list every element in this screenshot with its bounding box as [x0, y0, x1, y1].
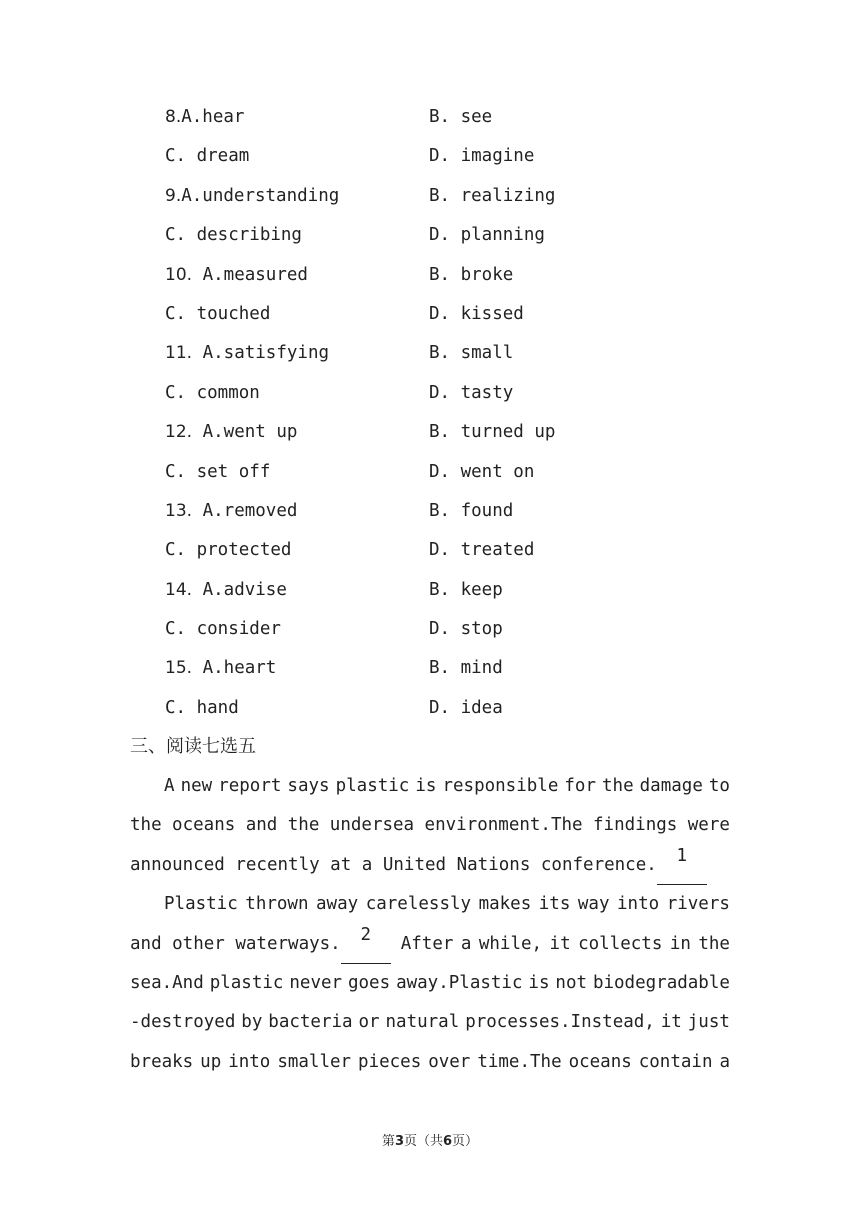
option-text: C. consider: [165, 619, 281, 640]
passage-word: breaks: [130, 1051, 194, 1072]
option-row: [165, 689, 765, 728]
passage-word: findings: [593, 815, 678, 836]
passage-word: natural: [385, 1012, 460, 1033]
option-row: [165, 453, 765, 492]
question-number: 8.: [165, 107, 182, 127]
passage-word: up: [200, 1051, 222, 1072]
option-row: [165, 571, 765, 610]
question-number: 10.: [165, 264, 193, 285]
option-text: A.went up: [192, 422, 298, 443]
option-text: C. set off: [165, 461, 271, 482]
option-text: B. broke: [429, 264, 514, 285]
option-text: D. kissed: [429, 303, 524, 324]
option-text: A.heart: [192, 658, 277, 679]
option-text: B. small: [429, 343, 514, 364]
passage-word: in: [669, 933, 691, 954]
passage-word: contain: [638, 1051, 713, 1072]
passage-word: makes: [478, 894, 532, 915]
passage-word: damage: [639, 776, 703, 796]
option-text: D. stop: [429, 619, 503, 640]
passage-word: goes: [347, 972, 391, 993]
option-row: [165, 334, 765, 373]
option-text: A.advise: [192, 579, 287, 600]
answer-options: [165, 98, 765, 728]
passage-word: is: [415, 776, 437, 796]
blank-2: 2: [341, 925, 391, 964]
passage-word: -destroyed: [130, 1012, 236, 1033]
option-row: [165, 137, 765, 176]
passage-line: [130, 767, 730, 806]
passage-word: not: [555, 972, 588, 993]
passage-line: [130, 964, 730, 1003]
passage-word: for: [564, 776, 596, 796]
option-text: C. hand: [165, 697, 239, 718]
question-number: 11.: [165, 343, 193, 364]
option-text: A.removed: [192, 500, 298, 521]
option-row: [165, 374, 765, 413]
passage-text: and other waterways.: [130, 933, 341, 954]
passage-word: pieces: [358, 1051, 422, 1072]
option-text: D. planning: [429, 225, 545, 246]
option-row: [165, 531, 765, 570]
option-row: [165, 610, 765, 649]
passage-word: and: [245, 815, 278, 836]
passage-word: while,: [478, 933, 543, 954]
question-number: 13.: [165, 500, 193, 521]
question-number: 9.: [165, 185, 182, 206]
passage-line: [130, 846, 730, 885]
option-text: A.hear: [181, 107, 245, 127]
passage-word: never: [289, 972, 343, 993]
passage-word: its: [538, 894, 571, 915]
section-title: 三、阅读七选五: [130, 736, 256, 757]
option-row: [165, 216, 765, 255]
option-text: C. common: [165, 382, 260, 403]
passage-word: just: [687, 1012, 730, 1033]
passage-word: oceans: [172, 815, 236, 836]
passage-word: into: [617, 894, 660, 915]
passage-word: processes.Instead,: [465, 1012, 655, 1033]
option-text: A.measured: [192, 264, 308, 285]
passage-word: by: [241, 1012, 263, 1033]
passage-word: is: [528, 972, 550, 993]
passage-word: environment.The: [424, 815, 583, 836]
option-row: [165, 492, 765, 531]
option-text: B. see: [429, 107, 493, 127]
option-row: [165, 177, 765, 216]
passage-word: the: [130, 815, 162, 836]
blank-1: 1: [657, 846, 707, 885]
passage-word: responsible: [442, 776, 559, 796]
passage-word: away.Plastic: [396, 972, 523, 993]
option-text: B. keep: [429, 579, 503, 600]
option-text: D. idea: [429, 697, 503, 718]
option-text: B. realizing: [429, 185, 556, 206]
option-text: B. turned up: [429, 422, 556, 443]
passage-word: were: [687, 815, 730, 836]
passage-word: the: [602, 776, 634, 796]
option-text: A.satisfying: [192, 343, 330, 364]
passage-line: [130, 1043, 730, 1082]
option-text: C. touched: [165, 303, 271, 324]
option-text: D. treated: [429, 540, 535, 561]
passage-word: plastic: [335, 776, 410, 796]
passage-word: over: [428, 1051, 471, 1072]
current-page: 3: [394, 1134, 404, 1149]
passage-word: biodegradable: [592, 972, 730, 993]
option-text: B. found: [429, 500, 514, 521]
passage-word: new: [180, 776, 213, 796]
option-text: A.understanding: [181, 185, 340, 206]
passage-word: carelessly: [365, 894, 472, 915]
passage-word: bacteria: [268, 1012, 353, 1033]
passage-word: smaller: [277, 1051, 352, 1072]
option-row: [165, 649, 765, 688]
option-text: C. protected: [165, 540, 292, 561]
option-row: [165, 256, 765, 295]
passage-line: [130, 925, 730, 964]
passage-line: [130, 885, 730, 924]
option-text: B. mind: [429, 658, 503, 679]
passage-word: it: [549, 933, 571, 954]
passage-word: says: [287, 776, 330, 796]
passage-word: a: [719, 1051, 730, 1072]
passage-word: thrown: [245, 894, 309, 915]
passage-word: rivers: [666, 894, 730, 915]
passage-word: oceans: [568, 1051, 632, 1072]
passage-word: it: [660, 1012, 682, 1033]
passage-word: collects: [578, 933, 663, 954]
passage-word: into: [228, 1051, 271, 1072]
passage-word: After: [400, 933, 454, 954]
passage-word: sea.And: [130, 972, 204, 993]
passage-word: or: [358, 1012, 380, 1033]
total-pages: 6: [443, 1134, 453, 1149]
page-footer: 第3页（共6页）: [381, 1134, 479, 1149]
option-text: C. dream: [165, 146, 250, 167]
passage-word: way: [577, 894, 610, 915]
option-text: D. tasty: [429, 382, 514, 403]
passage-line: [130, 1003, 730, 1042]
reading-passage: [130, 767, 730, 1082]
passage-word: undersea: [329, 815, 415, 836]
option-row: [165, 98, 765, 137]
passage-word: plastic: [209, 972, 284, 993]
question-number: 15.: [165, 658, 193, 679]
question-number: 14.: [165, 579, 193, 600]
option-text: C. describing: [165, 225, 302, 246]
passage-word: away: [316, 894, 359, 915]
passage-word: to: [708, 776, 730, 796]
passage-word: the: [698, 933, 730, 954]
option-text: D. imagine: [429, 146, 535, 167]
option-row: [165, 413, 765, 452]
passage-text: announced recently at a United Nations conference.: [130, 854, 657, 875]
passage-word: the: [287, 815, 320, 836]
passage-word: A: [164, 776, 175, 796]
passage-word: report: [218, 776, 282, 796]
question-number: 12.: [165, 422, 193, 443]
option-text: D. went on: [429, 461, 535, 482]
passage-word: a: [460, 933, 472, 954]
passage-word: time.The: [477, 1051, 562, 1072]
passage-line: [130, 806, 730, 845]
option-row: [165, 295, 765, 334]
passage-word: Plastic: [164, 894, 238, 915]
